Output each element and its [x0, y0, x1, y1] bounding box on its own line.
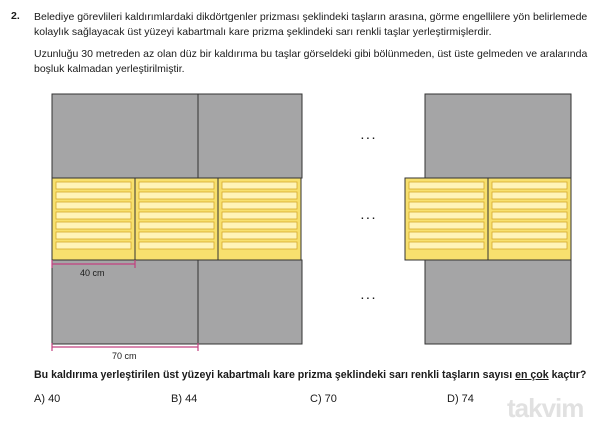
gray-stone: [425, 94, 571, 178]
question-prefix: Bu kaldırıma yerleştirilen üst yüzeyi kabartmalı kare prizma şeklindeki sarı renkli taşların sayısı: [34, 369, 516, 381]
yellow-tile: [135, 178, 218, 260]
option-b[interactable]: [171, 393, 197, 405]
watermark-logo: takvim: [507, 393, 584, 423]
gray-stone: [52, 260, 198, 344]
ellipsis-top: . . .: [361, 131, 375, 142]
question-number: 2.: [11, 10, 20, 22]
option-d[interactable]: [447, 393, 474, 405]
option-d-letter: D): [447, 393, 459, 405]
yellow-tile: [488, 178, 571, 260]
dimension-40cm-label: 40 cm: [80, 268, 105, 278]
option-c[interactable]: [310, 393, 337, 405]
question-emphasis: en çok: [515, 369, 549, 381]
question-paragraph-2: Uzunluğu 30 metreden az olan düz bir kaldırıma bu taşlar görseldeki gibi bölünmeden, üst üste gelmeden ve aralarında boşluk kalmadan yerleştirilmiştir.: [34, 48, 588, 75]
yellow-tile: [405, 178, 488, 260]
gray-stone: [198, 260, 302, 344]
option-d-value: 74: [461, 393, 474, 405]
option-a[interactable]: [34, 393, 60, 405]
yellow-tile: [52, 178, 135, 260]
question-paragraph-1: Belediye görevlileri kaldırımlardaki dikdörtgenler prizması şeklindeki taşların arasına, görme engellilere yön belirlemede kolaylık sağlayacak üst yüzeyi kabartmalı kare prizma şeklindeki sarı renkli taşlar yerleştirmişlerdir.: [34, 11, 588, 38]
gray-stone: [425, 260, 571, 344]
option-b-letter: B): [171, 393, 182, 405]
dimension-70cm-label: 70 cm: [112, 351, 137, 361]
ellipsis-bottom: . . .: [361, 291, 375, 302]
option-c-letter: C): [310, 393, 322, 405]
question-suffix: kaçtır?: [548, 369, 587, 381]
gray-stone: [198, 94, 302, 178]
option-a-letter: A): [34, 393, 45, 405]
gray-stone: [52, 94, 198, 178]
option-b-value: 44: [185, 393, 198, 405]
option-c-value: 70: [324, 393, 337, 405]
question-stem: [34, 369, 586, 381]
yellow-tile: [218, 178, 301, 260]
ellipsis-middle: . . .: [361, 211, 375, 222]
option-a-value: 40: [48, 393, 61, 405]
